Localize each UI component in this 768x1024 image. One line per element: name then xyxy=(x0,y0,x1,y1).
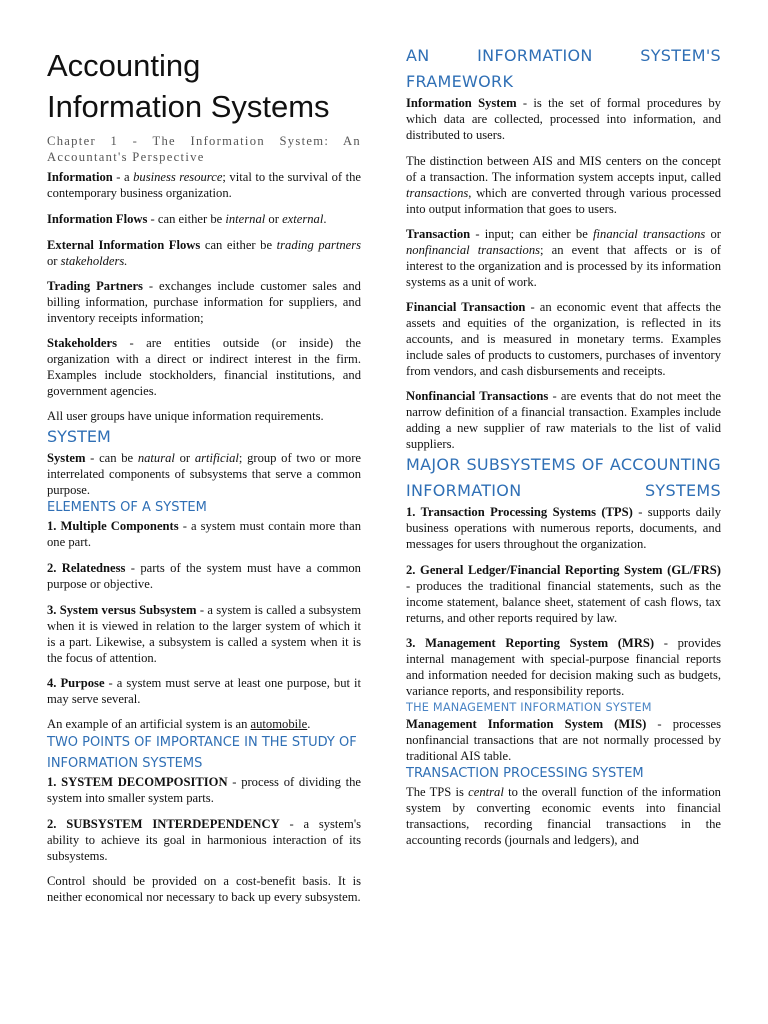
heading-major-subsystems: MAJOR SUBSYSTEMS OF ACCOUNTING INFORMATION SYSTEMS xyxy=(406,455,721,500)
paragraph-information-flows: Information Flows - can either be internal or external. xyxy=(47,212,327,226)
paragraph-nonfinancial-transactions: Nonfinancial Transactions - are events that do not meet the narrow definition of a financial transaction. Examples include adding a new supplier of raw materials to the list of valid suppliers. xyxy=(406,389,721,451)
paragraph-artificial-system-example: An example of an artificial system is an automobile. xyxy=(47,717,311,731)
heading-system: SYSTEM xyxy=(47,427,111,446)
automobile-link[interactable]: automobile xyxy=(250,717,308,731)
paragraph-system-definition: System - can be natural or artificial; group of two or more interrelated components of subsystems that serve a common purpose. xyxy=(47,451,361,497)
paragraph-purpose: 4. Purpose - a system must serve at least one purpose, but it may serve several. xyxy=(47,676,361,706)
paragraph-transaction-processing-systems: 1. Transaction Processing Systems (TPS) - supports daily business operations with numerous reports, documents, and messages for users throughout the organization. xyxy=(406,505,721,551)
right-column xyxy=(406,0,721,848)
heading-two-points-of-importance: TWO POINTS OF IMPORTANCE IN THE STUDY OF INFORMATION SYSTEMS xyxy=(47,735,357,771)
paragraph-trading-partners: Trading Partners - exchanges include customer sales and billing information, purchase information for suppliers, and inventory receipts information; xyxy=(47,279,361,325)
paragraph-multiple-components: 1. Multiple Components - a system must contain more than one part. xyxy=(47,519,361,549)
paragraph-information: Information - a business resource; vital to the survival of the contemporary business organization. xyxy=(47,170,361,200)
heading-information-systems-framework: AN INFORMATION SYSTEM'S FRAMEWORK xyxy=(406,46,721,91)
paragraph-user-groups: All user groups have unique information requirements. xyxy=(47,409,324,423)
paragraph-information-system: Information System - is the set of formal procedures by which data are collected, processed into information, and distributed to users. xyxy=(406,96,721,142)
left-column xyxy=(47,0,361,905)
document-subtitle: Chapter 1 - The Information System: An Accountant's Perspective xyxy=(47,134,361,164)
paragraph-financial-transaction: Financial Transaction - an economic event that affects the assets and equities of the organization, is reflected in its accounts, and is measured in monetary terms. Examples include sales of products to customers, purchases of inventory from vendors, and cash disbursements and receipts. xyxy=(406,300,721,378)
paragraph-system-versus-subsystem: 3. System versus Subsystem - a system is called a subsystem when it is viewed in relation to the larger system of which it is a part. Likewise, a subsystem is called a system when it is the focus of attention. xyxy=(47,603,361,665)
heading-management-information-system: THE MANAGEMENT INFORMATION SYSTEM xyxy=(406,701,652,714)
paragraph-external-information-flows: External Information Flows can either be trading partners or stakeholders. xyxy=(47,238,362,268)
paragraph-tps-central: The TPS is central to the overall function of the information system by converting economic events into financial transactions, recording financial transactions in the accounting records (journals and ledgers), and xyxy=(406,785,721,847)
paragraph-ais-mis-distinction: The distinction between AIS and MIS centers on the concept of a transaction. The information system accepts input, called transactions, which are converted through various processed into output information that goes to users. xyxy=(406,154,721,216)
paragraph-general-ledger-reporting: 2. General Ledger/Financial Reporting System (GL/FRS) - produces the traditional financial statements, such as the income statement, balance sheet, statement of cash flows, tax returns, and other reports required by law. xyxy=(406,563,721,625)
paragraph-stakeholders: Stakeholders - are entities outside (or inside) the organization with a direct or indirect interest in the firm. Examples include stockholders, financial institutions, and government agencies. xyxy=(47,336,361,398)
paragraph-subsystem-interdependency: 2. SUBSYSTEM INTERDEPENDENCY - a system's ability to achieve its goal in harmonious interaction of its subsystems. xyxy=(47,817,361,863)
paragraph-system-decomposition: 1. SYSTEM DECOMPOSITION - process of dividing the system into smaller system parts. xyxy=(47,775,361,805)
paragraph-management-information-system: Management Information System (MIS) - processes nonfinancial transactions that are not normally processed by traditional AIS table. xyxy=(406,717,721,763)
paragraph-relatedness: 2. Relatedness - parts of the system must have a common purpose or objective. xyxy=(47,561,361,591)
paragraph-management-reporting-system: 3. Management Reporting System (MRS) - provides internal management with special-purpose financial reports and information needed for decision making such as budgets, variance reports, and responsibility reports. xyxy=(406,636,721,698)
heading-transaction-processing-system: TRANSACTION PROCESSING SYSTEM xyxy=(406,766,644,781)
heading-elements-of-a-system: ELEMENTS OF A SYSTEM xyxy=(47,500,207,515)
paragraph-control: Control should be provided on a cost-benefit basis. It is neither economical nor necessary to back up every subsystem. xyxy=(47,874,361,904)
paragraph-transaction: Transaction - input; can either be financial transactions or nonfinancial transactions; an event that affects or is of interest to the organization and is processed by its information systems as a unit of work. xyxy=(406,227,721,289)
document-title: Accounting Information Systems xyxy=(47,48,330,124)
